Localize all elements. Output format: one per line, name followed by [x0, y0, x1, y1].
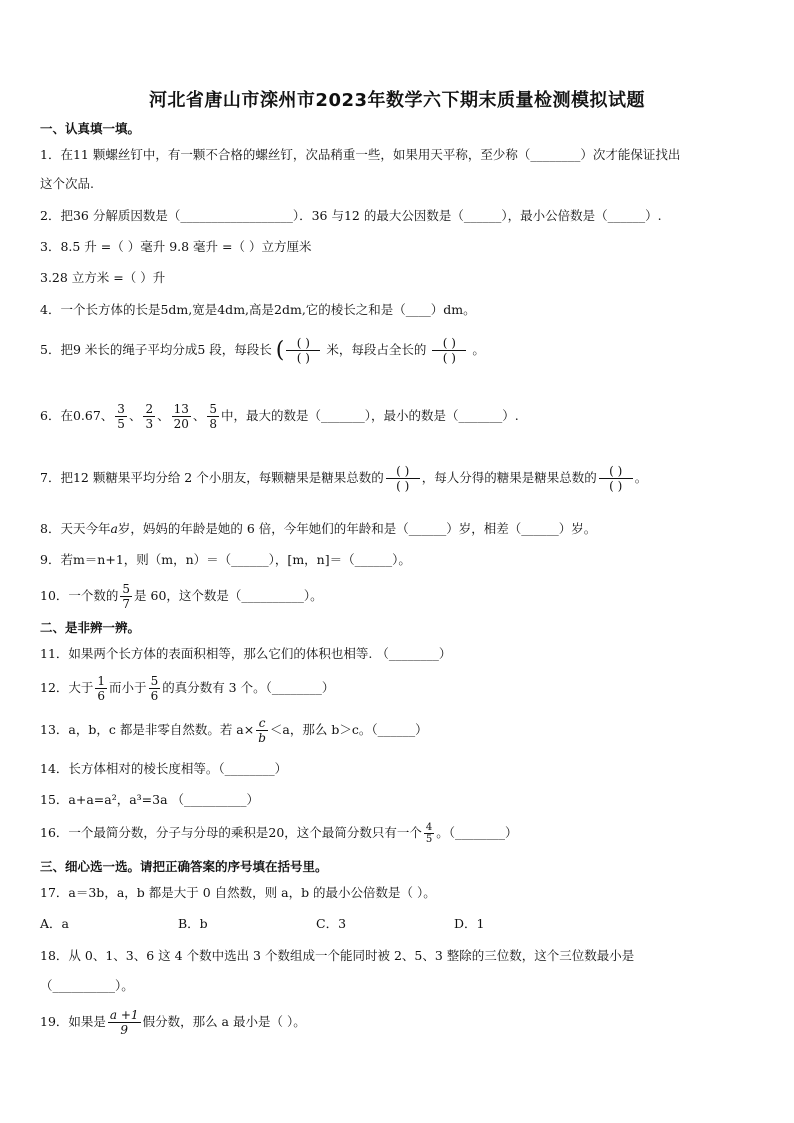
question-14: 14．长方体相对的棱长度相等。（________） — [40, 761, 288, 776]
blank-fraction: $\frac{( )}{( )}$ — [386, 464, 420, 493]
question-7: 7．把12 颗糖果平均分给 2 个小朋友，每颗糖果是糖果总数的 $\frac{( )}{( )}$ ，每人分得的糖果是糖果总数的 $\frac{( )}{( )}$ 。 — [40, 464, 648, 493]
question-1-cont: 这个次品. — [40, 176, 94, 191]
fraction-4-5: $\frac{4}{5}$ — [425, 822, 433, 845]
answer-paren: ( — [275, 337, 285, 363]
page-title: 河北省唐山市滦州市2023年数学六下期末质量检测模拟试题 — [148, 90, 646, 111]
question-5: 5．把9 米长的绳子平均分成5 段，每段长 ( $\frac{( )}{( )}$ 米，每段占全长的 $\frac{( )}{( )}$ 。 — [40, 336, 485, 365]
fraction-1-6: $\frac{1}{6}$ — [97, 674, 106, 703]
fraction-5-7: $\frac{5}{7}$ — [122, 582, 131, 611]
question-3-cont: 3.28 立方米 =（ ）升 — [40, 270, 166, 285]
question-10: 10．一个数的 $\frac{5}{7}$ 是 60，这个数是（__________）。 — [40, 582, 323, 611]
question-19: 19．如果是 $\frac{a +1}{9}$ 假分数，那么 a 最小是（ ）。 — [40, 1008, 306, 1037]
option-d: D．1 — [454, 916, 485, 931]
variable-a: a — [110, 521, 118, 536]
question-6: 6．在0.67、 $\frac{3}{5}$ 、 $\frac{2}{3}$ 、 $\frac{13}{20}$ 、 $\frac{5}{8}$ 中，最大的数是（_______），最小的数是（_______）. — [40, 402, 519, 431]
section-1-heading: 一、认真填一填。 — [40, 121, 141, 136]
question-17: 17．a＝3b，a，b 都是大于 0 自然数，则 a，b 的最小公倍数是（ ）。 — [40, 885, 436, 900]
fraction-5-6: $\frac{5}{6}$ — [150, 674, 159, 703]
option-c: C．3 — [316, 916, 347, 931]
question-18-cont: （__________）。 — [40, 978, 134, 993]
question-16: 16．一个最简分数，分子与分母的乘积是20，这个最简分数只有一个 $\frac{4}{5}$ 。（________） — [40, 822, 518, 845]
option-a: A．a — [40, 916, 69, 931]
question-13: 13．a，b，c 都是非零自然数。若 a× $\frac{c}{b}$ ＜a，那么 b＞c。（______） — [40, 716, 428, 745]
question-2: 2．把36 分解质因数是（__________________）．36 与12 的最大公因数是（______），最小公倍数是（______）. — [40, 208, 662, 223]
fraction-c-b: $\frac{c}{b}$ — [258, 716, 266, 745]
question-11: 11．如果两个长方体的表面积相等，那么它们的体积也相等. （________） — [40, 646, 452, 661]
fraction-3-5: $\frac{3}{5}$ — [117, 402, 125, 431]
option-b: B．b — [178, 916, 208, 931]
section-3-heading: 三、细心选一选。请把正确答案的序号填在括号里。 — [40, 859, 328, 874]
fraction-2-3: $\frac{2}{3}$ — [145, 402, 154, 431]
blank-fraction: $\frac{( )}{( )}$ — [286, 336, 320, 365]
section-2-heading: 二、是非辨一辨。 — [40, 620, 141, 635]
fraction-5-8: $\frac{5}{8}$ — [209, 402, 218, 431]
fraction-13-20: $\frac{13}{20}$ — [173, 402, 189, 431]
question-8: 8．天天今年a岁，妈妈的年龄是她的 6 倍，今年她们的年龄和是（______）岁，相差（______）岁。 — [40, 521, 597, 536]
blank-fraction: $\frac{( )}{( )}$ — [432, 336, 466, 365]
question-18: 18．从 0、1、3、6 这 4 个数中选出 3 个数组成一个能同时被 2、5、3 整除的三位数，这个三位数最小是 — [40, 948, 635, 963]
question-12: 12．大于 $\frac{1}{6}$ 而小于 $\frac{5}{6}$ 的真分数有 3 个。（________） — [40, 674, 335, 703]
blank-fraction: $\frac{( )}{( )}$ — [599, 464, 633, 493]
question-17-options — [40, 915, 554, 933]
fraction-a-plus-1-over-9: $\frac{a +1}{9}$ — [109, 1008, 139, 1037]
question-3: 3．8.5 升 =（ ）毫升 9.8 毫升 =（ ）立方厘米 — [40, 239, 312, 254]
question-4: 4．一个长方体的长是5dm,宽是4dm,高是2dm,它的棱长之和是（____）dm。 — [40, 302, 476, 317]
question-9: 9．若m＝n+1，则（m，n）＝（______），[m，n]＝（______）。 — [40, 552, 411, 567]
question-1: 1．在11 颗螺丝钉中，有一颗不合格的螺丝钉，次品稍重一些，如果用天平称，至少称（________）次才能保证找出 — [40, 147, 681, 162]
question-15: 15．a+a=a²，a³=3a （__________） — [40, 792, 260, 807]
